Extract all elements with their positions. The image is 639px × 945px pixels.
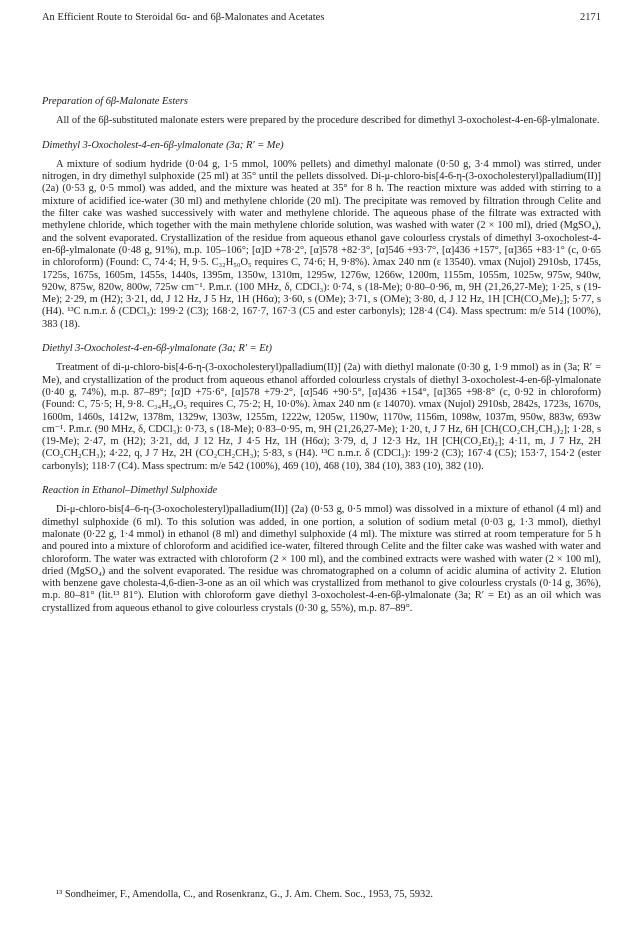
section-title: Diethyl 3-Oxocholest-4-en-6β-ylmalonate (3a; R′ = Et)	[42, 343, 272, 355]
section-title: Reaction in Ethanol–Dimethyl Sulphoxide	[42, 485, 218, 497]
section-diethyl-malonate	[42, 343, 601, 473]
paragraph: A mixture of sodium hydride (0·04 g, 1·5 mmol, 100% pellets) and dimethyl malonate (0·50 g, 3·4 mmol) was stirred, under nitrogen, in dry dimethyl sulphoxide (25 ml) at 35° until the pellets dissolved. Di-μ-chloro-bis[4-6-η-(3-oxocholesteryl)palladium(II)] (2a) (0·53 g, 0·5 mmol) was added, and the mixture was heated at 35° for 8 h. The reaction mixture was added with stirring to a mixture of acidified ice-water (30 ml) and methylene chloride (20 ml). The precipitate was removed by filtration through Celite and the filter cake was washed successively with water and methylene chloride. The aqueous phase of the filtrate was extracted with methylene chloride, which together with the main methylene chloride solution, was washed with water (2 × 100 ml), dried (MgSO₄), and the solvent evaporated. Crystallization of the residue from aqueous ethanol gave colourless crystals of dimethyl 3-oxocholest-4-en-6β-ylmalonate (0·48 g, 91%), m.p. 105–106°; [α]D +78·2°, [α]578 +82·3°, [α]546 +93·7°, [α]436 +157°, [α]365 +83·1° (c, 0·65 in chloroform) (Found: C, 74·4; H, 9·5. C₃₂H₅₀O₅ requires C, 74·6; H, 9·8%). λmax 240 nm (ε 13540). νmax (Nujol) 2910sb, 1745s, 1725s, 1675s, 1605m, 1455s, 1440s, 1395m, 1350w, 1310m, 1295w, 1276w, 1266w, 1200m, 1155m, 1055m, 1025w, 975w, 940w, 920w, 875w, 820w, 800w, 725w cm⁻¹. P.m.r. (100 MHz, δ, CDCl₃): 0·74, s (18-Me); 0·80–0·96, m, 9H (21,26,27-Me); 1·25, s (19-Me); 2·29, m (H2); 3·21, dd, J 12 Hz, J 5 Hz, 1H (H6α); 3·60, s (OMe); 3·71, s (OMe); 3·80, d, J 12 Hz, 1H [CH(CO₂Me)₂]; 5·77, s (H4). ¹³C n.m.r. δ (CDCl₃): 199·2 (C3); 168·2, 167·7, 167·3 (C5 and ester carbonyls); 128·4 (C4). Mass spectrum: m/e 514 (100%), 383 (18).	[42, 158, 601, 330]
section-preparation	[42, 96, 601, 128]
running-title: An Efficient Route to Steroidal 6α- and 6β-Malonates and Acetates	[42, 12, 325, 23]
footnote: ¹³ Sondheimer, F., Amendolla, C., and Rosenkranz, G., J. Am. Chem. Soc., 1953, 75, 5932.	[56, 889, 433, 900]
paragraph: Treatment of di-μ-chloro-bis[4-6-η-(3-oxocholesteryl)palladium(II)] (2a) with diethyl malonate (0·30 g, 1·9 mmol) as in (3a; R′ = Me), and crystallization of the product from aqueous ethanol afforded colourless crystals of diethyl 3-oxocholest-4-en-6β-ylmalonate (0·40 g, 74%), m.p. 87–89°; [α]D +75·6°, [α]578 +79·2°, [α]546 +90·5°, [α]436 +154°, [α]365 +98·8° (c, 0·92 in chloroform) (Found: C, 75·5; H, 9·8. C₃₄H₅₄O₅ requires C, 75·2; H, 10·0%). λmax 240 nm (ε 14070). νmax (Nujol) 2910sb, 2842s, 1723s, 1670s, 1600m, 1460s, 1412w, 1378m, 1329w, 1303w, 1255m, 1222w, 1205w, 1190w, 1170w, 1156m, 1098w, 1037m, 950w, 883w, 693w cm⁻¹. P.m.r. (90 MHz, δ, CDCl₃): 0·73, s (18-Me); 0·83–0·95, m, 9H (21,26,27-Me); 1·20, t, J 7 Hz, 6H [CH(CO₂CH₂CH₃)₂]; 1·28, s (19-Me); 2·47, m (H2); 3·21, dd, J 12 Hz, J 4·5 Hz, 1H (H6α); 3·79, d, J 12·3 Hz, 1H [CH(CO₂Et)₂]; 4·11, m, J 7 Hz, 2H (CO₂CH₂CH₃); 4·22, q, J 7 Hz, 2H (CO₂CH₂CH₃); 5·83, s (H4). ¹³C n.m.r. δ (CDCl₃): 199·2 (C3); 167·4 (C5); 153·7, 154·2 (ester carbonyls); 118·7 (C4). Mass spectrum: m/e 542 (100%), 469 (10), 468 (10), 384 (10), 383 (10), 382 (10).	[42, 362, 601, 472]
section-title: Dimethyl 3-Oxocholest-4-en-6β-ylmalonate (3a; R′ = Me)	[42, 139, 284, 151]
running-header	[42, 12, 601, 24]
article-body	[42, 96, 601, 615]
section-dimethyl-malonate	[42, 140, 601, 331]
paragraph: Di-μ-chloro-bis[4–6-η-(3-oxocholesteryl)palladium(II)] (2a) (0·53 g, 0·5 mmol) was dissolved in a mixture of ethanol (4 ml) and dimethyl sulphoxide (6 ml). To this solution was added, in one portion, a solution of sodium metal (0·03 g, 1·3 mmol), diethyl malonate (0·22 g, 1·4 mmol) in ethanol (8 ml) and dimethyl sulphoxide (4 ml). The mixture was stirred at room temperature for 5 h and poured into a mixture of chloroform and acidified ice-water, filtered through Celite and the filter cake was washed with water and chloroform. The water was extracted with chloroform (2 × 100 ml), and the combined extracts were washed with water (2 × 100 ml), dried (MgSO₄) and the solvent evaporated. The residue was chromatographed on a column of acidic alumina of activity 2. Elution with benzene gave cholesta-4,6-dien-3-one as an oil which was crystallized from methanol to give colourless crystals (0·14 g, 36%), m.p. 80–81° (lit.¹³ 81°). Elution with chloroform gave diethyl 3-oxocholest-4-en-6β-ylmalonate (3a; R′ = Et) as an oil which was crystallized from aqueous ethanol to give colourless crystals (0·30 g, 55%), m.p. 87–89°.	[42, 504, 601, 614]
section-ethanol-dmso	[42, 485, 601, 615]
page-number: 2171	[580, 12, 601, 23]
paragraph: All of the 6β-substituted malonate esters were prepared by the procedure described for dimethyl 3-oxocholest-4-en-6β-ylmalonate.	[56, 115, 600, 127]
section-title: Preparation of 6β-Malonate Esters	[42, 96, 188, 107]
